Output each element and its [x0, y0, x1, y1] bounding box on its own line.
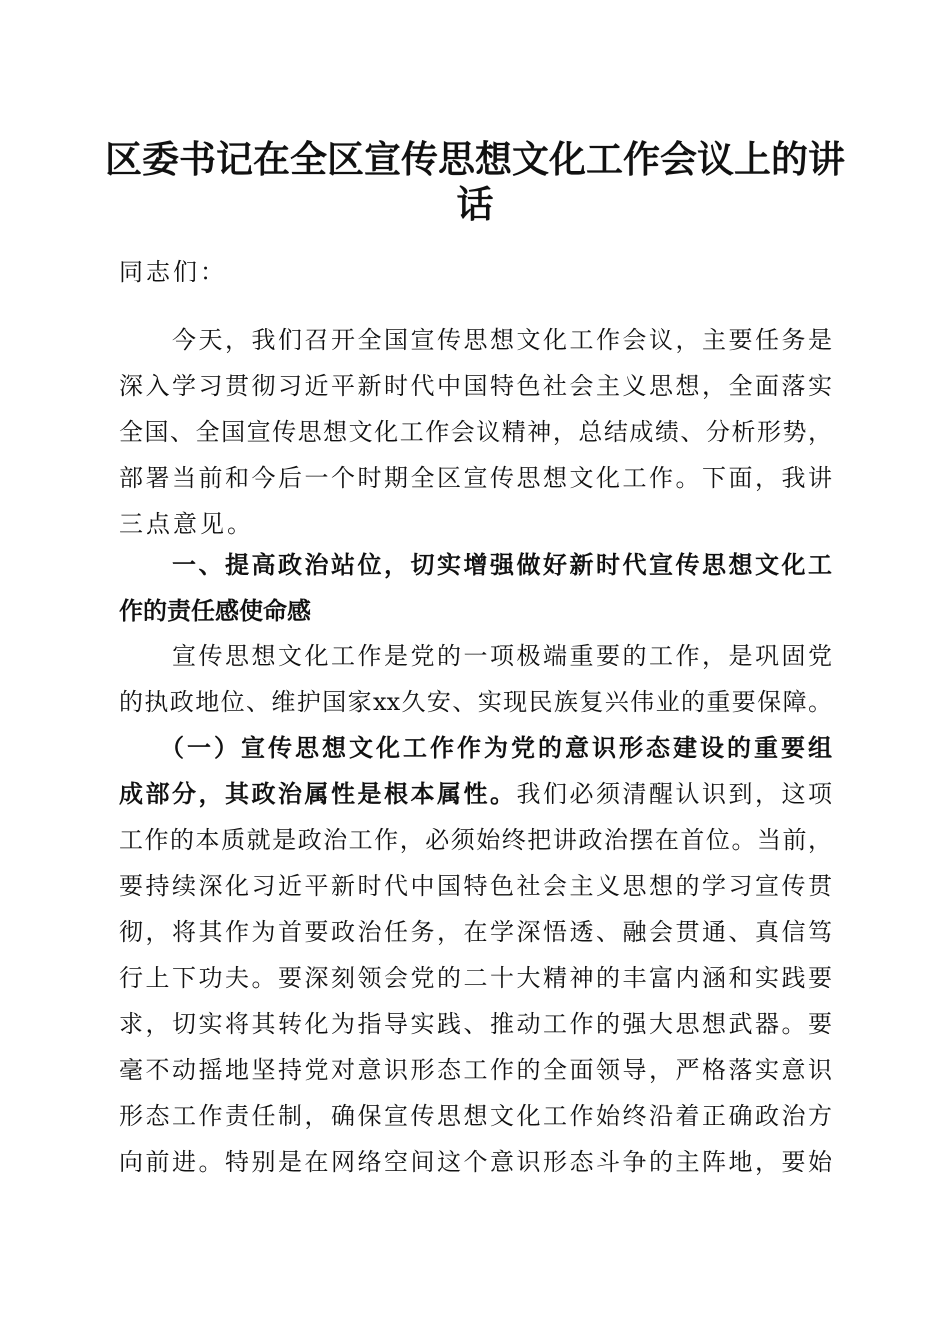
section1-para-line: 宣传思想文化工作是党的一项极端重要的工作，是巩固党 — [172, 642, 832, 670]
subsection1-text: 我们必须清醒认识到，这项 — [516, 780, 832, 808]
subsection1-heading-end: 成部分，其政治属性是根本属性。 — [119, 780, 517, 808]
subsection1-line: 彻，将其作为首要政治任务，在学深悟透、融会贯通、真信笃 — [119, 918, 832, 946]
intro-line: 全国、全国宣传思想文化工作会议精神，总结成绩、分析形势， — [119, 418, 832, 446]
subsection1-line: 形态工作责任制，确保宣传思想文化工作始终沿着正确政治方 — [119, 1102, 832, 1130]
intro-line: 今天，我们召开全国宣传思想文化工作会议，主要任务是 — [172, 326, 832, 354]
subsection1-line — [119, 779, 832, 809]
intro-line: 部署当前和今后一个时期全区宣传思想文化工作。下面，我讲 — [119, 464, 832, 492]
subsection1-line: 毫不动摇地坚持党对意识形态工作的全面领导，严格落实意识 — [119, 1056, 832, 1084]
intro-line: 深入学习贯彻习近平新时代中国特色社会主义思想，全面落实 — [119, 372, 832, 400]
document-title-line-2: 话 — [456, 182, 494, 226]
document-title-line-1: 区委书记在全区宣传思想文化工作会议上的讲 — [105, 137, 845, 181]
salutation: 同志们： — [119, 258, 227, 286]
intro-line: 三点意见。 — [119, 510, 254, 538]
subsection1-line: 向前进。特别是在网络空间这个意识形态斗争的主阵地，要始 — [119, 1148, 832, 1176]
section1-heading-line: 一、提高政治站位，切实增强做好新时代宣传思想文化工 — [172, 551, 832, 579]
section1-heading-line: 作的责任感使命感 — [119, 597, 311, 625]
subsection1-line: 求，切实将其转化为指导实践、推动工作的强大思想武器。要 — [119, 1010, 832, 1038]
subsection1-heading: （一）宣传思想文化工作作为党的意识形态建设的重要组 — [160, 734, 832, 762]
subsection1-line: 行上下功夫。要深刻领会党的二十大精神的丰富内涵和实践要 — [119, 964, 832, 992]
subsection1-line: 工作的本质就是政治工作，必须始终把讲政治摆在首位。当前， — [119, 826, 832, 854]
section1-para-line: 的执政地位、维护国家xx久安、实现民族复兴伟业的重要保障。 — [119, 688, 832, 716]
subsection1-line: 要持续深化习近平新时代中国特色社会主义思想的学习宣传贯 — [119, 872, 832, 900]
